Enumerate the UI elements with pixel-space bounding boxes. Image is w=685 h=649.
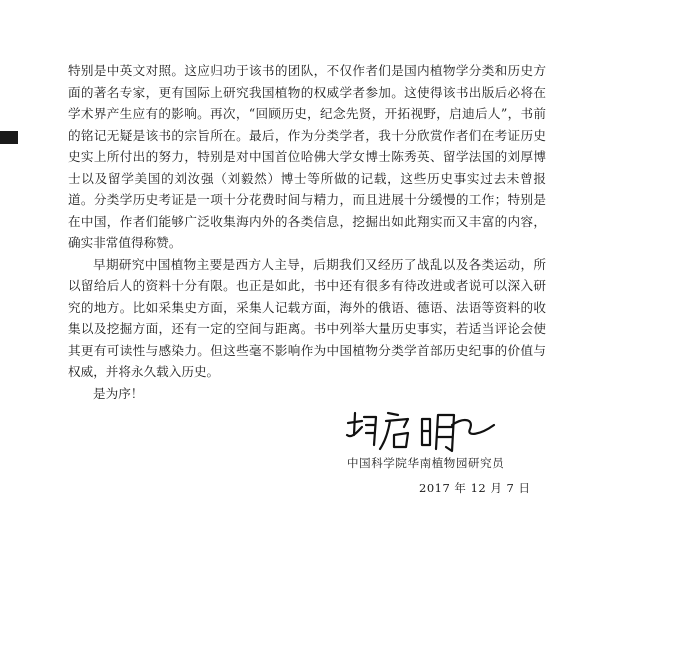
author-affiliation: 中国科学院华南植物园研究员 — [347, 456, 505, 470]
body-paragraph: 早期研究中国植物主要是西方人主导，后期我们又经历了战乱以及各类运动，所以留给后人的资料十分有限。也正是如此，书中还有很多有待改进或者说可以深入研究的地方。比如采集史方面，采集人记载方面，海外的俄语、德语、法语等资料的收集以及挖掘方面，还有一定的空间与距离。书中列举大量历史事实，若适当评论会使其更有可读性与感染力。但这些毫不影响作为中国植物分类学首部历史纪事的价值与权威，并将永久载入历史。 — [68, 256, 546, 379]
page-edge-tab — [0, 131, 18, 144]
signature-image — [342, 405, 502, 457]
preface-body — [68, 60, 546, 404]
signature-date: 2017 年 12 月 7 日 — [419, 481, 531, 495]
handwritten-signature — [342, 405, 502, 457]
closing-line: 是为序！ — [93, 385, 144, 401]
body-paragraph: 特别是中英文对照。这应归功于该书的团队，不仅作者们是国内植物学分类和历史方面的著名专家，更有国际上研究我国植物的权威学者参加。这使得该书出版后必将在学术界产生应有的影响。再次，“回顾历史，纪念先贤，开拓视野，启迪后人”，书前的铭记无疑是该书的宗旨所在。最后，作为分类学者，我十分欣赏作者们在考证历史史实上所付出的努力，特别是对中国首位哈佛大学女博士陈秀英、留学法国的刘厚博士以及留学美国的刘汝强（刘毅然）博士等所做的记载，这些历史事实过去未曾报道。分类学历史考证是一项十分花费时间与精力，而且进展十分缓慢的工作；特别是在中国，作者们能够广泛收集海内外的各类信息，挖掘出如此翔实而又丰富的内容，确实非常值得称赞。 — [68, 63, 546, 250]
